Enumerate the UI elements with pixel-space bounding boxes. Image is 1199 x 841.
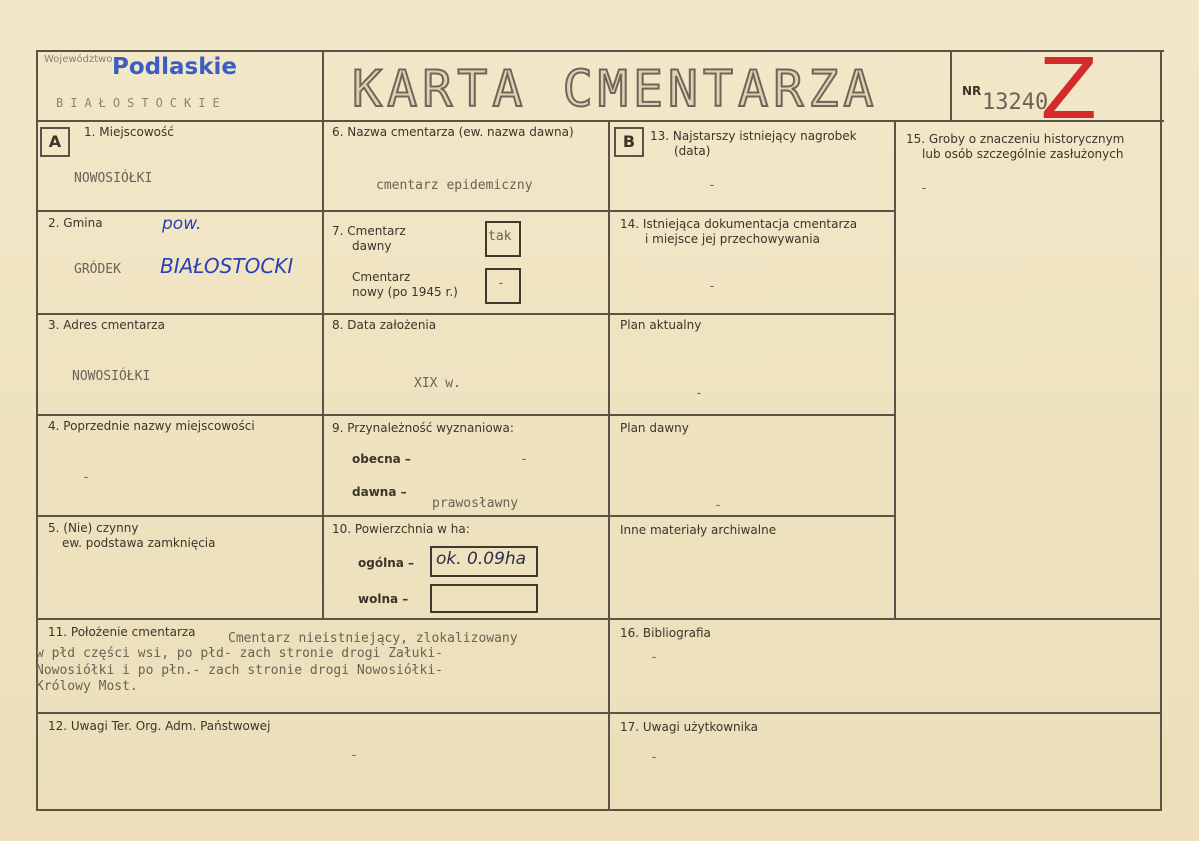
field-17-label: 17. Uwagi użytkownika xyxy=(620,720,759,734)
field-4-value: - xyxy=(82,470,90,485)
rule-col1 xyxy=(322,50,324,620)
field-1-value: NOWOSIÓŁKI xyxy=(74,171,153,186)
rule-row5 xyxy=(36,618,1160,620)
field-15-label-2: lub osób szczególnie zasłużonych xyxy=(922,147,1124,161)
field-7-new-value: - xyxy=(497,276,505,291)
field-5-label-2: ew. podstawa zamknięcia xyxy=(62,536,216,550)
field-12-value: - xyxy=(350,748,358,763)
rule-top xyxy=(36,50,1164,52)
field-10-total-value: ok. 0.09ha xyxy=(436,549,527,569)
field-7-label-new-2: nowy (po 1945 r.) xyxy=(352,285,458,299)
field-9-label: 9. Przynależność wyznaniowa: xyxy=(332,421,514,435)
rule-bottom xyxy=(36,809,1160,811)
field-12-label: 12. Uwagi Ter. Org. Adm. Państwowej xyxy=(48,719,271,733)
field-9-current-value: - xyxy=(520,452,528,467)
field-5-label-1: 5. (Nie) czynny xyxy=(48,521,139,535)
field-10-free-label: wolna – xyxy=(358,592,409,606)
rule-right xyxy=(1160,50,1162,811)
rule-col3 xyxy=(894,120,896,620)
rule-left xyxy=(36,50,38,811)
section-b-box: B xyxy=(614,127,644,157)
nr-value: 13240 xyxy=(982,90,1049,115)
field-8-label: 8. Data założenia xyxy=(332,318,437,332)
field-2-hand-county: BIAŁOSTOCKI xyxy=(160,254,294,278)
field-10-free-box xyxy=(430,584,538,613)
rule-row4 xyxy=(36,515,896,517)
field-9-former-label: dawna – xyxy=(352,485,407,499)
field-16-label: 16. Bibliografia xyxy=(620,626,711,640)
field-10-total-label: ogólna – xyxy=(358,556,415,570)
field-10-label: 10. Powierzchnia w ha: xyxy=(332,522,470,536)
field-9-former-value: prawosławny xyxy=(432,496,519,511)
field-3-value: NOWOSIÓŁKI xyxy=(72,369,151,384)
wojewodztwo-label: Województwo xyxy=(44,54,113,65)
field-3-label: 3. Adres cmentarza xyxy=(48,318,165,332)
field-14-label-1: 14. Istniejąca dokumentacja cmentarza xyxy=(620,217,858,231)
field-13-value: - xyxy=(708,178,716,193)
rule-row3 xyxy=(36,414,896,416)
plan-current-value: - xyxy=(695,386,703,401)
category-mark: Z xyxy=(1040,40,1098,138)
field-7-label-old-2: dawny xyxy=(352,239,392,253)
field-7-old-value: tak xyxy=(488,229,512,244)
field-4-label: 4. Poprzednie nazwy miejscowości xyxy=(48,419,255,433)
field-17-value: - xyxy=(650,750,658,765)
section-a-box: A xyxy=(40,127,70,157)
rule-row6 xyxy=(36,712,1160,714)
rule-row1 xyxy=(36,210,896,212)
plan-old-value: - xyxy=(714,498,722,513)
field-6-value: cmentarz epidemiczny xyxy=(376,178,533,193)
field-14-value: - xyxy=(708,279,716,294)
field-9-current-label: obecna – xyxy=(352,452,411,466)
field-11-line-4: Królowy Most. xyxy=(36,679,138,694)
rule-header-bottom xyxy=(36,120,1164,122)
field-1-label: 1. Miejscowość xyxy=(84,125,174,139)
field-2-value: GRÓDEK xyxy=(74,262,121,277)
field-15-label-1: 15. Groby o znaczeniu historycznym xyxy=(906,132,1125,146)
field-7-label-old: 7. Cmentarz xyxy=(332,224,406,238)
wojewodztwo-typed: BIAŁOSTOCKIE xyxy=(56,96,227,110)
wojewodztwo-stamp: Podlaskie xyxy=(112,54,237,80)
field-6-label: 6. Nazwa cmentarza (ew. nazwa dawna) xyxy=(332,125,574,139)
field-8-value: XIX w. xyxy=(414,376,461,391)
rule-row2 xyxy=(36,313,896,315)
field-13-label-2: (data) xyxy=(674,144,711,158)
nr-label: NR xyxy=(962,84,982,98)
field-15-value: - xyxy=(920,181,928,196)
field-11-label: 11. Położenie cmentarza xyxy=(48,625,196,639)
rule-col2 xyxy=(608,120,610,811)
plan-current-label: Plan aktualny xyxy=(620,318,702,332)
field-11-line-2: w płd części wsi, po płd- zach stronie drogi Załuki- xyxy=(36,646,443,661)
plan-old-label: Plan dawny xyxy=(620,421,689,435)
field-2-label: 2. Gmina xyxy=(48,216,103,230)
field-2-hand-pow: pow. xyxy=(162,214,202,234)
rule-nr-left xyxy=(950,50,952,122)
field-14-label-2: i miejsce jej przechowywania xyxy=(645,232,820,246)
field-7-label-new: Cmentarz xyxy=(352,270,411,284)
archive-label: Inne materiały archiwalne xyxy=(620,523,777,537)
field-13-label-1: 13. Najstarszy istniejący nagrobek xyxy=(650,129,857,143)
field-11-line-3: Nowosiółki i po płn.- zach stronie drogi Nowosiółki- xyxy=(36,663,443,678)
card-title: KARTA CMENTARZA xyxy=(352,60,879,118)
field-11-line-1: Cmentarz nieistniejący, zlokalizowany xyxy=(228,631,518,646)
field-16-value: - xyxy=(650,650,658,665)
